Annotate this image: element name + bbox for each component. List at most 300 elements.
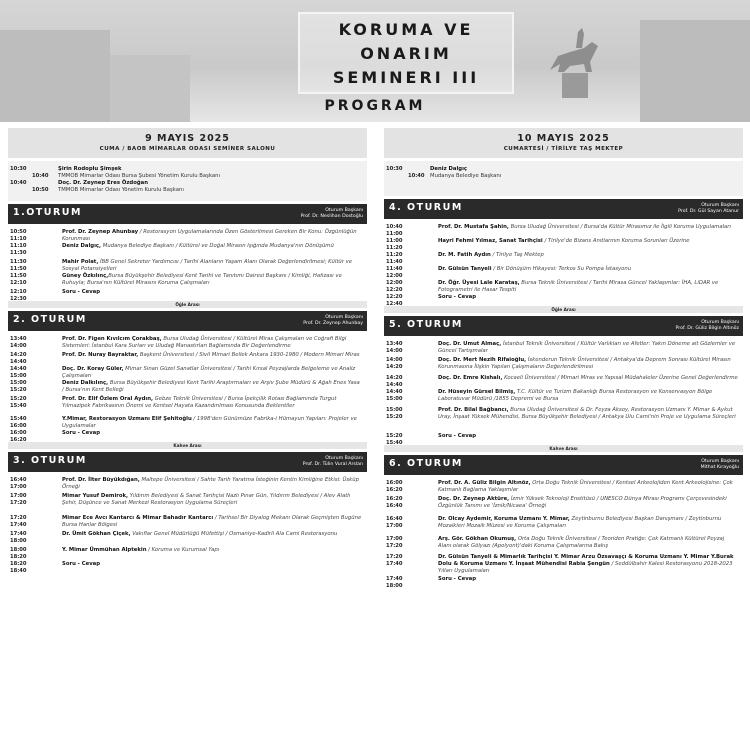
opening-speaker [384, 166, 743, 180]
program-item [8, 289, 367, 302]
speaker-name: Dr. Gülsün Tanyeli [438, 266, 492, 272]
end-time: 16:20 [10, 437, 27, 443]
end-time: 11:00 [386, 231, 403, 237]
item-text [62, 416, 362, 430]
opening-speaker [8, 180, 367, 194]
speaker-name: Dr. Ümit Gökhan Çiçek, [62, 531, 131, 537]
start-time: 17:40 [386, 576, 403, 582]
session-header [384, 455, 743, 475]
opening-block [8, 161, 367, 201]
talk-description: Mudanya Belediye Başkanı / Kültürel ve Doğal Mirasın Işığında Mudanya'nın Dönüşümü [101, 243, 334, 249]
speaker-name: Soru - Cevap [438, 576, 477, 582]
end-time: 16:20 [386, 487, 403, 493]
item-text [62, 493, 362, 507]
speaker-name: Doç. Dr. Zeynep Eres Özdoğan [58, 180, 148, 186]
program-item [8, 416, 367, 430]
session-chair [303, 456, 363, 468]
program-item [8, 477, 367, 493]
item-text [62, 396, 362, 410]
speaker-name: Deniz Dalgıç, [62, 243, 102, 249]
talk-description: Orta Doğu Teknik Üniversitesi / Teoriden Pratiğe: Çok Katmanlı Kültürel Peyzaj Alanı olarak Gölyazı (Apolyont)'daki Koruma Çalışmalarına Bakış [438, 536, 725, 550]
program-item [384, 407, 743, 433]
chair-name: Prof. Dr. Güliz Bilgin Altınöz [675, 326, 739, 331]
talk-description: T.C. Kültür ve Turizm Bakanlığı Bursa Restorasyon ve Konservasyon Bölge Laboratuvar Müdürü /1855 Depremi ve Bursa [438, 389, 713, 403]
header-banner [0, 0, 750, 122]
title-line-2: ONARIM [360, 44, 452, 63]
talk-description: / Seddülbahir Kalesi Restorasyonu 2018-2023 Yılları Uygulamaları [438, 561, 733, 575]
item-text [62, 430, 362, 437]
speaker-name: Dr. M. Fatih Aydın [438, 252, 491, 258]
start-time: 11:20 [386, 252, 403, 258]
start-time: 15:00 [386, 407, 403, 413]
talk-description: Yıldırım Belediyesi & Sanat Tarihçisi Nazlı Pınar Gün, Yıldırım Belediyesi / Alev Alatlı Şehir, Düşünce ve Sanat Merkezi Restorasyon Uygulama Süreçleri [62, 493, 351, 507]
end-time: 12:30 [10, 296, 27, 302]
start-time: 16:40 [386, 516, 403, 522]
speaker-name: Soru - Cevap [62, 561, 101, 567]
start-time: 17:00 [386, 536, 403, 542]
talk-description: / Tirilye'de Bizans Anıtlarının Koruma Sorunları Üzerine [542, 238, 690, 244]
time-range [10, 243, 27, 257]
title-box [298, 12, 514, 94]
program-item [8, 430, 367, 443]
program-item [384, 266, 743, 280]
item-text [62, 561, 362, 568]
session-chair [303, 315, 363, 327]
start-time: 16:00 [386, 480, 403, 486]
opening-block [384, 161, 743, 196]
time-range [386, 266, 403, 280]
time-range [386, 224, 403, 238]
start-time: 10:40 [386, 224, 403, 230]
chair-name: Prof. Dr. Zeynep Ahunbay [303, 321, 363, 326]
start-time: 10:30 [10, 166, 27, 172]
time-range [386, 496, 403, 510]
speaker-name: Doç. Dr. Koray Güler, [62, 366, 124, 372]
speaker-role: TMMOB Mimarlar Odası Yönetim Kurulu Başkanı [58, 187, 184, 194]
program-item [384, 238, 743, 252]
time-range [386, 407, 403, 421]
end-time: 17:00 [10, 484, 27, 490]
talk-description: Bursa Uludağ Üniversitesi / Kültürel Miras Çalışmaları ve Coğrafi Bilgi Sistemleri: İstanbul Kara Surları ve Uludağ Manastırları Bağlamında Bir Değerlendirme [62, 336, 347, 350]
program-item [384, 252, 743, 266]
item-text [438, 280, 738, 294]
end-time: 15:20 [10, 387, 27, 393]
end-time: 14:00 [10, 343, 27, 349]
speaker-name: Prof. Dr. Bilal Bağbancı, [438, 407, 509, 413]
speaker-name: Prof. Dr. Zeynep Ahunbay [62, 229, 139, 235]
start-time: 11:10 [10, 243, 27, 249]
speaker-name: Mimar Ece Avcı Kantarcı & Mimar Bahadır Kantarcı [62, 515, 214, 521]
program-item [8, 380, 367, 396]
time-range [10, 259, 27, 273]
time-range [10, 493, 27, 507]
chair-label: Oturum Başkanı [325, 315, 363, 320]
start-time: 10:40 [10, 180, 27, 186]
end-time: 18:40 [10, 568, 27, 574]
item-text [438, 224, 738, 231]
time-range [10, 477, 27, 491]
time-range [10, 547, 27, 561]
speaker-name: Doç. Dr. Emre Kishalı, [438, 375, 503, 381]
chair-name: Mithat Kırayoğlu [700, 465, 739, 470]
start-time: 15:40 [10, 416, 27, 422]
time-range [386, 480, 403, 494]
speaker-name: Soru - Cevap [438, 433, 477, 439]
program-item [384, 480, 743, 496]
session-items [8, 472, 367, 574]
talk-description: / Koruma ve Kurumsal Yapı [146, 547, 220, 553]
talk-description: / Bir Dönüşüm Hikayesi: Terkos Su Pompa İstasyonu [491, 266, 632, 272]
time-range [386, 341, 403, 355]
program-item [8, 273, 367, 289]
item-text [438, 480, 738, 494]
end-time: 10:40 [32, 173, 49, 179]
start-time: 15:20 [386, 433, 403, 439]
time-range [386, 433, 403, 447]
time-range [10, 180, 49, 194]
talk-description: İskenderun Teknik Üniversitesi / Antakya'da Deprem Sonrası Kültürel Mirasın Korunmasına İlişkin Yapılan Çalışmaların Değerlendirilmesi [438, 357, 731, 371]
start-time: 12:20 [386, 294, 403, 300]
talk-description: Bursa Teknik Üniversitesi / Tarihi Mirasa Güncel Yaklaşımlar: İHA, LiDAR ve Fotogrametri ile Hasar Tespiti [438, 280, 719, 294]
item-text [62, 477, 362, 491]
speaker-name: Dr. Öğr. Üyesi Lale Karataş, [438, 280, 520, 286]
speaker-name: Deniz Dalgıç [430, 166, 468, 172]
program-label: PROGRAM [324, 98, 426, 114]
session-chair [676, 320, 739, 332]
item-text [438, 433, 738, 440]
end-time: 15:00 [10, 373, 27, 379]
item-text [438, 266, 738, 273]
program-item [384, 576, 743, 589]
program-item [384, 357, 743, 375]
item-text [438, 294, 738, 301]
day-header [384, 128, 743, 158]
start-time: 11:50 [10, 273, 27, 279]
time-range [386, 238, 403, 252]
end-time: 11:10 [10, 236, 27, 242]
day-date: 9 MAYIS 2025 [145, 133, 230, 144]
start-time: 13:40 [10, 336, 27, 342]
end-time: 12:00 [386, 273, 403, 279]
item-text [438, 496, 738, 510]
time-range [386, 536, 403, 550]
talk-description: Mimar Sinan Güzel Sanatlar Üniversitesi / Tarihi Kırsal Peyzajlarda Belgeleme ve Analiz Çalışmaları [62, 366, 356, 380]
end-time: 18:20 [10, 554, 27, 560]
time-range [10, 396, 27, 410]
chair-label: Oturum Başkanı [701, 203, 739, 208]
talk-description: Gebze Teknik Üniversitesi / Bursa İpekçilik Rotası Bağlamında Turgut Yılmazipek Fabrikasının Önemi ve Kentsel Hayata Kazandırılması Konusunda Beklentiler [62, 396, 337, 410]
talk-description: Bursa Büyükşehir Belediyesi Kent Tarihi Araştırmaları ve Arşiv Şube Müdürü & Ağah Enes Yasa / Bursa'nın Kent Belleği [62, 380, 360, 394]
day-venue: CUMARTESİ / TİRİLYE TAŞ MEKTEP [503, 146, 624, 152]
title-line-1: KORUMA VE [338, 20, 474, 39]
item-text [438, 341, 738, 355]
program-item [8, 493, 367, 515]
end-time: 11:30 [10, 250, 27, 256]
start-time: 13:40 [386, 341, 403, 347]
time-range [386, 252, 403, 266]
start-time: 10:50 [10, 229, 27, 235]
item-text [438, 516, 738, 530]
start-time: 12:00 [386, 280, 403, 286]
speaker-name: Mahir Polat, [62, 259, 99, 265]
program-item [8, 336, 367, 352]
session-chair [678, 203, 739, 215]
talk-description: / Restorasyon Uygulamalarında Özen Gösterilmesi Gereken Bir Konu: Özgünlüğün Korunması [62, 229, 357, 243]
end-time: 12:10 [10, 280, 27, 286]
program-item [8, 561, 367, 574]
session-title: 4. OTURUM [389, 202, 463, 213]
coffee-break: Kahve Arası [8, 442, 367, 449]
session-title: 5. OTURUM [389, 319, 463, 330]
end-time: 17:20 [10, 500, 27, 506]
start-time: 18:20 [10, 561, 27, 567]
item-text [62, 366, 362, 380]
speaker-name: Prof. Dr. Figen Kıvılcım Çorakbaş, [62, 336, 162, 342]
chair-name: Prof. Dr. Neslihan Dostoğlu [300, 214, 363, 219]
speaker-name: Şirin Rodoplu Şimşek [58, 166, 122, 172]
start-time: 15:20 [10, 396, 27, 402]
session-items [384, 475, 743, 589]
day-date: 10 MAYIS 2025 [517, 133, 610, 144]
item-text [62, 352, 362, 359]
start-time: 12:10 [10, 289, 27, 295]
opening-speaker [8, 166, 367, 180]
talk-description: / Tirilye Taş Mektep [490, 252, 544, 258]
program-item [384, 496, 743, 516]
time-range [386, 166, 425, 180]
talk-description: İBB Genel Sekreter Yardımcısı / Tarihi Alanların Yaşam Alanı Olarak Değerlendirilmesi; Kültür ve Sosyal Potansiyelleri [62, 259, 353, 273]
end-time: 10:40 [408, 173, 425, 179]
talk-description: / Tarihsel Bir Diyalog Mekanı Olarak Geçmişten Bugüne Bursa Hanlar Bölgesi [62, 515, 362, 529]
coffee-break: Kahve Arası [384, 445, 743, 452]
start-time: 16:00 [10, 430, 27, 436]
lunch-break: Öğle Arası [384, 306, 743, 313]
item-text [62, 531, 362, 538]
start-time: 11:30 [10, 259, 27, 265]
session-title: 1.OTURUM [13, 207, 82, 218]
talk-description: Kocaeli Üniversitesi / Mimari Miras ve Yapısal Müdahaleler Üzerine Genel Değerlendirme [502, 375, 738, 381]
speaker-name: Y.Mimar, Restorasyon Uzmanı Elif Şehitoğlu [62, 416, 192, 422]
program-item [384, 433, 743, 446]
speaker-name: Doç. Dr. Umut Almaç, [438, 341, 502, 347]
time-range [386, 280, 403, 294]
chair-name: Prof. Dr. Tülin Vural Arslan [302, 462, 363, 467]
talk-description: Başkent Üniversitesi / Sivil Mimari Bellek Ankara 1930-1980 / Modern Mimari Miras [138, 352, 360, 358]
speaker-name: Dr. Olcay Aydemir, Koruma Uzmanı Y. Mimar, [438, 516, 570, 522]
end-time: 11:20 [386, 245, 403, 251]
time-range [10, 352, 27, 366]
speaker-name: Hayri Fehmi Yılmaz, Sanat Tarihçisi [438, 238, 543, 244]
item-text [438, 375, 738, 382]
item-text [438, 536, 738, 550]
end-time: 12:20 [386, 287, 403, 293]
time-range [10, 561, 27, 575]
program-item [8, 243, 367, 259]
time-range [10, 430, 27, 444]
day-venue: CUMA / BAOB MİMARLAR ODASI SEMİNER SALONU [99, 146, 276, 152]
chair-label: Oturum Başkanı [701, 320, 739, 325]
item-text [62, 229, 362, 243]
time-range [386, 576, 403, 590]
day-header [8, 128, 367, 158]
item-text [62, 380, 362, 394]
speaker-name: Soru - Cevap [438, 294, 477, 300]
program-item [384, 375, 743, 389]
talk-description: Bursa Uludağ Üniversitesi / Bursa'da Kültür Mirasımız ile İlgili Koruma Uygulamaları [508, 224, 731, 230]
end-time: 17:40 [10, 522, 27, 528]
start-time: 16:20 [386, 496, 403, 502]
time-range [386, 554, 403, 568]
start-time: 15:00 [10, 380, 27, 386]
session-title: 6. OTURUM [389, 458, 463, 469]
speaker-name: Y. Mimar Ümmühan Alptekin [62, 547, 147, 553]
talk-description: Maltepe Üniversitesi / Sahte Tarih Yaratma İsteğinin Kentin Kimliğine Etkisi: Üsküp Örneği [62, 477, 359, 491]
program-item [384, 294, 743, 307]
end-time: 12:40 [386, 301, 403, 307]
program-item [384, 280, 743, 294]
speaker-name: Soru - Cevap [62, 289, 101, 295]
end-time: 16:00 [10, 423, 27, 429]
end-time: 18:00 [386, 583, 403, 589]
speaker-name: Dr. Hüseyin Gürsel Bilmiş, [438, 389, 516, 395]
end-time: 14:40 [386, 382, 403, 388]
item-text [438, 407, 738, 421]
session-chair [701, 459, 739, 471]
start-time: 17:00 [10, 493, 27, 499]
time-range [10, 336, 27, 350]
time-range [10, 380, 27, 394]
session-title: 2. OTURUM [13, 314, 87, 325]
time-range [10, 166, 49, 180]
start-time: 18:00 [10, 547, 27, 553]
end-time: 11:40 [386, 259, 403, 265]
item-text [438, 389, 738, 403]
program-item [8, 366, 367, 380]
lunch-break: Öğle Arası [8, 301, 367, 308]
item-text [438, 252, 738, 259]
time-range [10, 531, 27, 545]
speaker-name: Deniz Dalkılınç, [62, 380, 109, 386]
time-range [10, 273, 27, 287]
item-text [438, 554, 738, 576]
program-item [384, 554, 743, 576]
talk-description: Zeytinburnu Belediyesi Başkan Danışmanı / Zeytinburnu Mozaikleri Mozaik Müzesi ve Koruma Çalışmaları [438, 516, 722, 530]
start-time: 14:00 [386, 357, 403, 363]
time-range [10, 515, 27, 529]
end-time: 15:40 [386, 440, 403, 446]
time-range [386, 389, 403, 403]
title-line-3: SEMINERI III [332, 68, 480, 87]
speaker-name: Soru - Cevap [62, 430, 101, 436]
speaker-name: Dr. Gülsün Tanyeli & Mimarlık Tarihçisi Y. Mimar Arzu Özsavaşçı & Koruma Uzmanı Y. Mimar Y.Burak Dolu & Koruma Uzmanı Y. İnşaat Mühendisi Rabia Şengün [438, 554, 734, 568]
program-item [8, 396, 367, 416]
program-item [8, 352, 367, 366]
talk-description: İzmir Yüksek Teknoloji Enstitüsü / UNESCO Dünya Mirası Programı Çerçevesindeki Özgünlük Tanımı ve 'İznik/Nicaea' Örneği [438, 496, 727, 510]
end-time: 17:20 [386, 543, 403, 549]
session-items [384, 336, 743, 446]
equestrian-statue-icon [540, 18, 610, 98]
talk-description: Bursa Uludağ Üniversitesi & Dr. Feyza Aksoy, Restorasyon Uzmanı Y. Mimar & Aykut Uray, İnşaat Yüksek Mühendisi, Bursa Büyükşehir Belediyesi / Antakya Ulu Cami'nin Proje ve Uygulama Süreçleri [438, 407, 736, 421]
talk-description: Vakıflar Genel Müdürlüğü Müfettişi / Osmaniye-Kadirli Ala Cami Restorasyonu [130, 531, 338, 537]
program-item [384, 536, 743, 554]
time-range [386, 294, 403, 308]
end-time: 14:40 [10, 359, 27, 365]
program-item [384, 341, 743, 357]
time-range [10, 366, 27, 380]
end-time: 17:40 [386, 561, 403, 567]
session-title: 3. OTURUM [13, 455, 87, 466]
item-text [62, 259, 362, 273]
speaker-role: Mudanya Belediye Başkanı [430, 173, 502, 180]
program-item [8, 531, 367, 547]
time-range [386, 516, 403, 530]
end-time: 15:00 [386, 396, 403, 402]
end-time: 16:40 [386, 503, 403, 509]
start-time: 11:40 [386, 266, 403, 272]
end-time: 10:50 [32, 187, 49, 193]
start-time: 14:20 [10, 352, 27, 358]
session-items [384, 219, 743, 307]
item-text [62, 243, 362, 250]
speaker-name: Arş. Gör. Gökhan Okumuş, [438, 536, 517, 542]
program-item [8, 547, 367, 561]
start-time: 10:30 [386, 166, 403, 172]
session-items [8, 224, 367, 302]
end-time: 14:20 [386, 364, 403, 370]
item-text [62, 289, 362, 296]
program-item [384, 516, 743, 536]
speaker-role: TMMOB Mimarlar Odası Bursa Şubesi Yönetim Kurulu Başkanı [58, 173, 220, 180]
program-item [8, 229, 367, 243]
session-chair [301, 208, 363, 220]
end-time: 18:00 [10, 538, 27, 544]
item-text [438, 238, 738, 245]
end-time: 15:40 [10, 403, 27, 409]
end-time: 17:00 [386, 523, 403, 529]
item-text [438, 357, 738, 371]
item-text [438, 576, 738, 583]
session-header [8, 452, 367, 472]
end-time: 14:00 [386, 348, 403, 354]
start-time: 17:20 [386, 554, 403, 560]
program-item [8, 259, 367, 273]
item-text [62, 336, 362, 350]
time-range [386, 375, 403, 389]
session-header [8, 204, 367, 224]
speaker-name: Prof. Dr. A. Güliz Bilgin Altınöz, [438, 480, 531, 486]
end-time: 15:20 [386, 414, 403, 420]
start-time: 17:40 [10, 531, 27, 537]
session-header [384, 316, 743, 336]
talk-description: Orta Doğu Teknik Üniversitesi / Kentsel Arkeolojiden Kent Arkeolojisine: Çok Katmanlı Bağlama Yaklaşımlar [438, 480, 733, 494]
speaker-name: Doç. Dr. Mert Nezih Rifaioğlu, [438, 357, 527, 363]
item-text [58, 166, 348, 180]
program-item [384, 224, 743, 238]
day-2-column [384, 128, 743, 589]
chair-label: Oturum Başkanı [325, 456, 363, 461]
time-range [10, 416, 27, 430]
speaker-name: Prof. Dr. İlter Büyükdığan, [62, 477, 140, 483]
item-text [430, 166, 720, 180]
time-range [386, 357, 403, 371]
program-item [384, 389, 743, 407]
speaker-name: Güney Özkılınç, [62, 273, 109, 279]
speaker-name: Doç. Dr. Zeynep Aktüre, [438, 496, 510, 502]
talk-description: İstanbul Teknik Üniversitesi / Kültür Varlıkları ve Afetler: Yakın Döneme ait Gözlemler ve Güncel Tartışmalar [438, 341, 736, 355]
start-time: 14:40 [386, 389, 403, 395]
session-items [8, 331, 367, 443]
talk-description: / 1998'den Günümüze Fabrika-i Hümayun Yapıları: Projeler ve Uygulamalar [62, 416, 357, 430]
